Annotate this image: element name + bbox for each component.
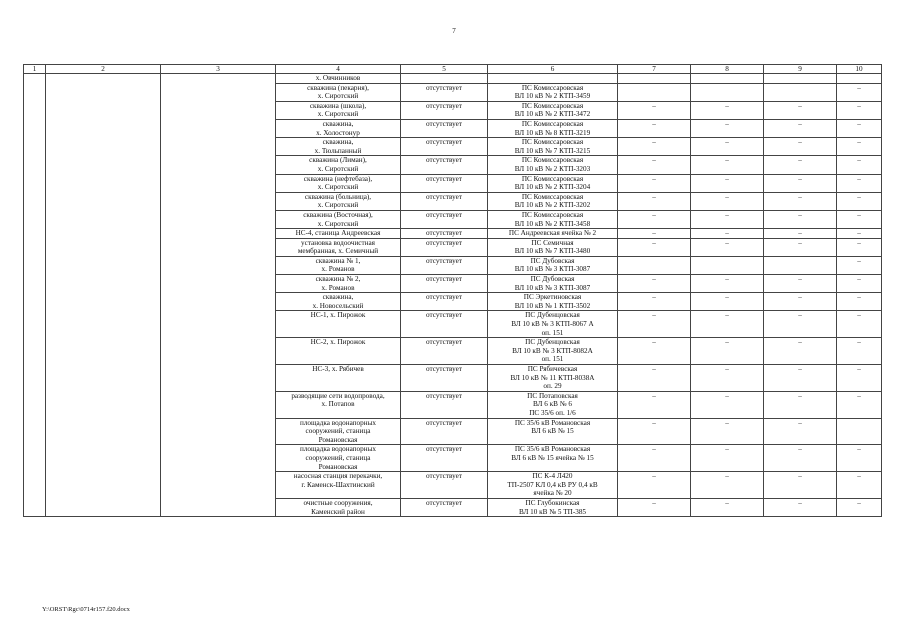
cell-c6: ПС Рябичевская ВЛ 10 кВ № 11 КТП-8038А оп. 29	[488, 365, 618, 392]
cell-c7	[618, 83, 691, 101]
cell-c4: скважина № 1, х. Романов	[276, 256, 401, 274]
cell-c9: –	[764, 101, 837, 119]
cell-c9: –	[764, 192, 837, 210]
cell-c5	[401, 74, 488, 84]
cell-c7: –	[618, 391, 691, 418]
footer-file-path: Y:\ORST\Rgc\0714r157.f20.docx	[42, 606, 130, 613]
cell-c9: –	[764, 472, 837, 499]
cell-c9: –	[764, 275, 837, 293]
cell-c9: –	[764, 174, 837, 192]
cell-c9: –	[764, 238, 837, 256]
cell-c7: –	[618, 156, 691, 174]
cell-c4: скважина (нефтебаза), х. Сиротский	[276, 174, 401, 192]
cell-c9: –	[764, 156, 837, 174]
cell-c5: отсутствует	[401, 418, 488, 445]
column-header-5: 5	[401, 65, 488, 74]
cell-c10	[837, 418, 882, 445]
cell-c8: –	[691, 311, 764, 338]
cell-c8	[691, 83, 764, 101]
cell-c4: скважина, х. Холостонур	[276, 119, 401, 137]
cell-c10: –	[837, 156, 882, 174]
cell-c9	[764, 74, 837, 84]
cell-c8: –	[691, 275, 764, 293]
cell-c10: –	[837, 210, 882, 228]
cell-c6: ПС Комиссаровская ВЛ 10 кВ № 2 КТП-3458	[488, 210, 618, 228]
cell-c5: отсутствует	[401, 156, 488, 174]
cell-c9: –	[764, 418, 837, 445]
cell-c7: –	[618, 238, 691, 256]
column-header-7: 7	[618, 65, 691, 74]
cell-c5: отсутствует	[401, 238, 488, 256]
cell-c6: ПС Семичная ВЛ 10 кВ № 7 КТП-3480	[488, 238, 618, 256]
cell-c5: отсутствует	[401, 119, 488, 137]
cell-c7: –	[618, 275, 691, 293]
cell-c7: –	[618, 210, 691, 228]
cell-c8: –	[691, 192, 764, 210]
cell-c4: очистные сооружения, Каменский район	[276, 498, 401, 516]
cell-c6	[488, 74, 618, 84]
cell-c8: –	[691, 119, 764, 137]
cell-c4: скважина № 2, х. Романов	[276, 275, 401, 293]
cell-c10: –	[837, 275, 882, 293]
cell-c6: ПС Комиссаровская ВЛ 10 кВ № 2 КТП-3459	[488, 83, 618, 101]
cell-c8: –	[691, 418, 764, 445]
cell-c9: –	[764, 311, 837, 338]
column-header-3: 3	[161, 65, 276, 74]
cell-c4: НС-3, х. Рябичев	[276, 365, 401, 392]
cell-c10: –	[837, 498, 882, 516]
cell-c10: –	[837, 101, 882, 119]
cell-c5: отсутствует	[401, 472, 488, 499]
table-row	[24, 74, 882, 84]
cell-c5: отсутствует	[401, 192, 488, 210]
cell-c5: отсутствует	[401, 210, 488, 228]
cell-c4: скважина, х. Новосельский	[276, 293, 401, 311]
cell-c8: –	[691, 229, 764, 239]
cell-c10: –	[837, 119, 882, 137]
cell-c8: –	[691, 365, 764, 392]
cell-c5: отсутствует	[401, 293, 488, 311]
cell-c10: –	[837, 192, 882, 210]
cell-c6: ПС Комиссаровская ВЛ 10 кВ № 7 КТП-3215	[488, 138, 618, 156]
cell-c4: НС-4, станица Андреевская	[276, 229, 401, 239]
cell-c9: –	[764, 229, 837, 239]
cell-c8: –	[691, 338, 764, 365]
cell-c4: скважина (больница), х. Сиротский	[276, 192, 401, 210]
cell-c9: –	[764, 365, 837, 392]
cell-c5: отсутствует	[401, 365, 488, 392]
cell-c4: площадка водонапорных сооружений, станица Романовская	[276, 445, 401, 472]
cell-c5: отсутствует	[401, 391, 488, 418]
cell-c9: –	[764, 210, 837, 228]
cell-c6: ПС Потаповская ВЛ 6 кВ № 6 ПС 35/6 оп. 1/6	[488, 391, 618, 418]
cell-c5: отсутствует	[401, 445, 488, 472]
cell-c6: ПС Дубенцовская ВЛ 10 кВ № 3 КТП-8067 А оп. 151	[488, 311, 618, 338]
cell-c10: –	[837, 138, 882, 156]
header-row	[24, 65, 882, 74]
cell-c8: –	[691, 156, 764, 174]
cell-c9: –	[764, 138, 837, 156]
cell-c8: –	[691, 293, 764, 311]
cell-c5: отсутствует	[401, 138, 488, 156]
cell-c10: –	[837, 293, 882, 311]
cell-c7	[618, 256, 691, 274]
cell-c7	[618, 74, 691, 84]
cell-c7: –	[618, 498, 691, 516]
cell-c6: ПС Андреевская ячейка № 2	[488, 229, 618, 239]
cell-c4: НС-1, х. Пирожок	[276, 311, 401, 338]
cell-c5: отсутствует	[401, 275, 488, 293]
cell-c4: скважина (Лиман), х. Сиротский	[276, 156, 401, 174]
cell-c5: отсутствует	[401, 83, 488, 101]
cell-c6: ПС Комиссаровская ВЛ 10 кВ № 8 КТП-3219	[488, 119, 618, 137]
cell-c10: –	[837, 229, 882, 239]
cell-c4: скважина (Восточная), х. Сиротский	[276, 210, 401, 228]
cell-c8	[691, 256, 764, 274]
column-header-1: 1	[24, 65, 46, 74]
cell-c7: –	[618, 229, 691, 239]
cell-c8: –	[691, 498, 764, 516]
col1-cell	[24, 74, 46, 517]
cell-c10: –	[837, 174, 882, 192]
cell-c8: –	[691, 238, 764, 256]
data-table	[23, 64, 882, 517]
cell-c8: –	[691, 391, 764, 418]
cell-c6: ПС Глубокинская ВЛ 10 кВ № 5 ТП-385	[488, 498, 618, 516]
cell-c6: ПС Дубовская ВЛ 10 кВ № 3 КТП-3087	[488, 275, 618, 293]
cell-c10	[837, 74, 882, 84]
cell-c7: –	[618, 119, 691, 137]
cell-c10: –	[837, 391, 882, 418]
cell-c8: –	[691, 101, 764, 119]
cell-c6: ПС Комиссаровская ВЛ 10 кВ № 2 КТП-3202	[488, 192, 618, 210]
cell-c6: ПС Комиссаровская ВЛ 10 кВ № 2 КТП-3472	[488, 101, 618, 119]
cell-c6: ПС 35/6 кВ Романовская ВЛ 6 кВ № 15 ячейка № 15	[488, 445, 618, 472]
cell-c6: ПС Дубовская ВЛ 10 кВ № 3 КТП-3087	[488, 256, 618, 274]
column-header-6: 6	[488, 65, 618, 74]
column-header-9: 9	[764, 65, 837, 74]
cell-c6: ПС Эркетиновская ВЛ 10 кВ № 1 КТП-3502	[488, 293, 618, 311]
cell-c10: –	[837, 365, 882, 392]
cell-c8: –	[691, 138, 764, 156]
cell-c4: скважина (школа), х. Сиротский	[276, 101, 401, 119]
cell-c5: отсутствует	[401, 498, 488, 516]
cell-c5: отсутствует	[401, 229, 488, 239]
cell-c6: ПС К-4 Л420 ТП-2507 КЛ 0,4 кВ РУ 0,4 кВ ячейка № 20	[488, 472, 618, 499]
cell-c8: –	[691, 210, 764, 228]
cell-c8: –	[691, 174, 764, 192]
column-header-4: 4	[276, 65, 401, 74]
cell-c8: –	[691, 472, 764, 499]
cell-c4: х. Овчинников	[276, 74, 401, 84]
column-header-8: 8	[691, 65, 764, 74]
cell-c7: –	[618, 192, 691, 210]
cell-c6: ПС 35/6 кВ Романовская ВЛ 6 кВ № 15	[488, 418, 618, 445]
cell-c7: –	[618, 138, 691, 156]
cell-c7: –	[618, 101, 691, 119]
cell-c5: отсутствует	[401, 338, 488, 365]
cell-c9: –	[764, 338, 837, 365]
cell-c4: разводящие сети водопровода, х. Потапов	[276, 391, 401, 418]
column-header-10: 10	[837, 65, 882, 74]
cell-c7: –	[618, 338, 691, 365]
cell-c10: –	[837, 238, 882, 256]
col2-cell	[46, 74, 161, 517]
cell-c4: установка водоочистная мембранная, х. Семичный	[276, 238, 401, 256]
cell-c9: –	[764, 293, 837, 311]
cell-c5: отсутствует	[401, 101, 488, 119]
cell-c9: –	[764, 498, 837, 516]
cell-c6: ПС Комиссаровская ВЛ 10 кВ № 2 КТП-3204	[488, 174, 618, 192]
cell-c7: –	[618, 445, 691, 472]
col3-cell	[161, 74, 276, 517]
cell-c9: –	[764, 445, 837, 472]
cell-c9	[764, 256, 837, 274]
cell-c8	[691, 74, 764, 84]
cell-c6: ПС Дубенцовская ВЛ 10 кВ № 3 КТП-8082А оп. 151	[488, 338, 618, 365]
cell-c10: –	[837, 338, 882, 365]
cell-c7: –	[618, 365, 691, 392]
cell-c4: площадка водонапорных сооружений, станица Романовская	[276, 418, 401, 445]
cell-c5: отсутствует	[401, 174, 488, 192]
cell-c4: скважина, х. Тюльпанный	[276, 138, 401, 156]
cell-c10: –	[837, 311, 882, 338]
cell-c7: –	[618, 418, 691, 445]
cell-c10: –	[837, 445, 882, 472]
cell-c7: –	[618, 311, 691, 338]
cell-c4: насосная станция перекачки, г. Каменск-Шахтинский	[276, 472, 401, 499]
cell-c10: –	[837, 472, 882, 499]
column-header-2: 2	[46, 65, 161, 74]
page-number: 7	[452, 27, 456, 35]
cell-c5: отсутствует	[401, 256, 488, 274]
cell-c9: –	[764, 391, 837, 418]
cell-c8: –	[691, 445, 764, 472]
cell-c5: отсутствует	[401, 311, 488, 338]
cell-c7: –	[618, 472, 691, 499]
cell-c9	[764, 83, 837, 101]
cell-c9: –	[764, 119, 837, 137]
cell-c10: –	[837, 83, 882, 101]
cell-c10: –	[837, 256, 882, 274]
cell-c7: –	[618, 174, 691, 192]
cell-c7: –	[618, 293, 691, 311]
cell-c6: ПС Комиссаровская ВЛ 10 кВ № 2 КТП-3203	[488, 156, 618, 174]
cell-c4: скважина (пекарня), х. Сиротский	[276, 83, 401, 101]
cell-c4: НС-2, х. Пирожок	[276, 338, 401, 365]
